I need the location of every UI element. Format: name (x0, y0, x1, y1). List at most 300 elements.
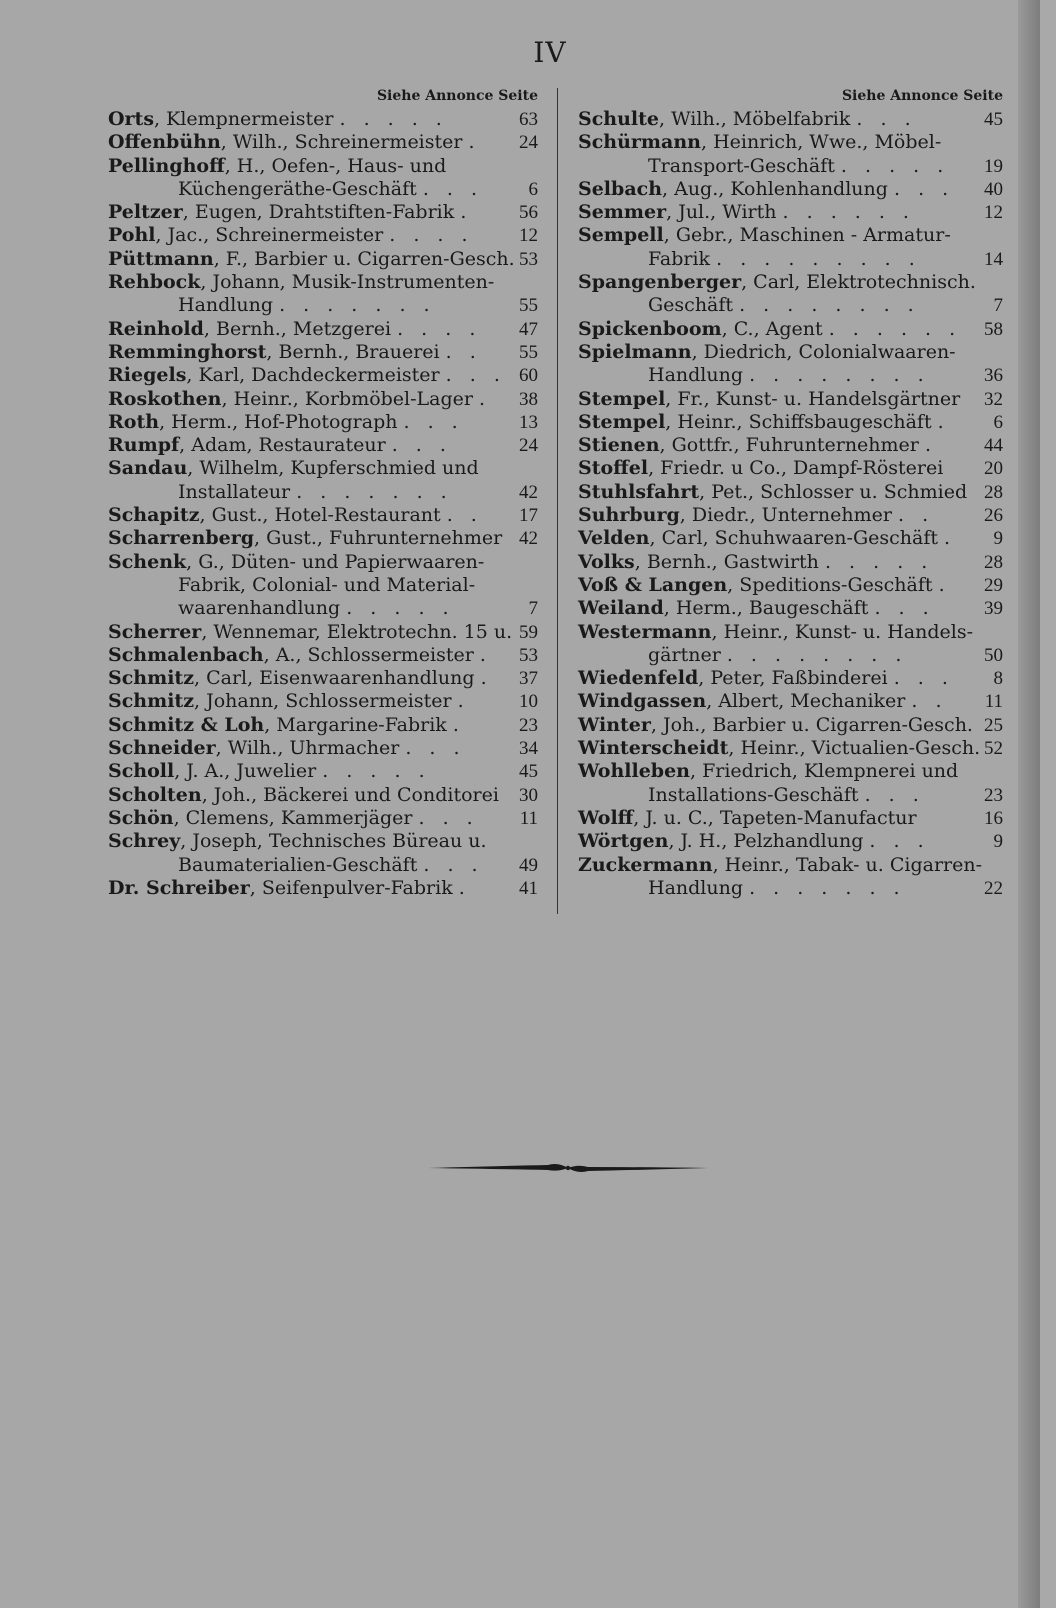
entry-name: Sempell (578, 224, 664, 247)
entry-leader-dots: . . . (869, 830, 930, 853)
entry-text (578, 411, 950, 434)
list-item (578, 481, 1003, 504)
entry-description: , H., Oefen-, Haus- und (224, 154, 447, 177)
entry-name: Schürmann (578, 131, 701, 154)
entry-name: Schneider (108, 737, 216, 760)
entry-leader-dots: . . . (423, 853, 484, 876)
entry-page-number: 32 (984, 388, 1003, 410)
entry-page-number: 45 (984, 109, 1003, 130)
entry-text (108, 807, 479, 830)
entry-description: , Heinrich, Wwe., Möbel- (700, 131, 942, 154)
entry-description: , Jul., Wirth (666, 201, 777, 224)
entry-description: , Johann, Musik-Instrumenten- (200, 271, 495, 294)
entry-description: , Herm., Hof-Photograph (159, 410, 398, 433)
entry-description: , Aug., Kohlenhandlung (662, 177, 888, 200)
list-item (578, 318, 1003, 341)
entry-description: , Wilh., Schreinermeister (220, 131, 463, 154)
list-item (578, 644, 1003, 667)
list-item (108, 597, 538, 620)
entry-leader-dots: . (452, 713, 465, 736)
entry-description: , Seifenpulver-Fabrik (249, 876, 453, 899)
entry-name: Scherrer (108, 620, 202, 643)
entry-page-number: 53 (519, 248, 538, 270)
entry-name: Velden (578, 527, 650, 550)
entry-page-number: 16 (984, 807, 1003, 829)
list-item (578, 690, 1003, 713)
list-item (578, 248, 1003, 271)
entry-name: Wohlleben (578, 760, 690, 783)
list-item (108, 621, 538, 644)
entry-name: Selbach (578, 177, 663, 200)
entry-leader-dots: . . (911, 690, 948, 713)
entry-leader-dots: . . . . . (339, 108, 448, 130)
entry-name: Schenk (108, 550, 187, 573)
entry-leader-dots: . . . . (389, 224, 474, 247)
entry-leader-dots: . (944, 527, 957, 550)
entry-text (578, 294, 920, 317)
entry-description: , Heinr., Schiffsbaugeschäft (665, 410, 932, 433)
entry-description: waarenhandlung (178, 597, 341, 620)
list-item (578, 388, 1003, 411)
entry-text (108, 644, 492, 667)
entry-text (108, 201, 472, 224)
entry-leader-dots: . . . (864, 783, 925, 806)
entry-name: Roskothen (108, 387, 222, 410)
entry-text (108, 877, 471, 900)
entry-text (578, 434, 937, 457)
entry-description: , Gebr., Maschinen - Armatur- (663, 224, 951, 247)
list-item (578, 527, 1003, 550)
list-item (578, 551, 1003, 574)
entry-leader-dots: . . . . . . . . (749, 364, 930, 387)
entry-name: Semmer (578, 201, 667, 224)
ornament-flourish-icon (428, 1158, 708, 1178)
entry-leader-dots: . . . . . . (782, 201, 915, 224)
entry-description: , Margarine-Fabrik (264, 713, 447, 736)
entry-leader-dots: . . . (403, 410, 464, 433)
entry-description: , Speditions-Geschäft (727, 573, 933, 596)
list-item (108, 131, 538, 154)
list-item (578, 504, 1003, 527)
entry-page-number: 53 (519, 644, 538, 666)
entry-description: , Albert, Mechaniker (706, 690, 906, 713)
entry-page-number: 9 (993, 831, 1003, 853)
entry-description: , Bernh., Gastwirth (634, 550, 819, 573)
entry-description: , Heinr., Korbmöbel-Lager (221, 387, 473, 410)
entry-leader-dots: . . . . . . . . . (716, 247, 921, 270)
entry-text (108, 784, 505, 807)
list-item (108, 644, 538, 667)
list-item (108, 527, 538, 550)
entry-name: Schrey (108, 830, 181, 853)
entry-description: Transport-Geschäft (648, 154, 835, 177)
entry-name: Spielmann (578, 340, 692, 363)
list-item (578, 411, 1003, 434)
entry-name: Spangenberger (578, 271, 742, 294)
entry-page-number: 7 (528, 598, 538, 620)
entry-page-number: 10 (519, 691, 538, 713)
entry-leader-dots: . . . (874, 597, 935, 620)
entry-description: , Wilh., Möbelfabrik (659, 108, 851, 130)
entry-name: Scharrenberg (108, 527, 255, 550)
list-item (108, 457, 538, 480)
entry-description: , Carl, Schuhwaaren-Geschäft (649, 527, 938, 550)
entry-text (578, 155, 949, 178)
entry-name: Weiland (578, 597, 664, 620)
entry-text (578, 551, 933, 574)
entry-page-number: 63 (519, 109, 538, 130)
entry-description: , Herm., Baugeschäft (663, 597, 869, 620)
entry-page-number: 42 (519, 528, 538, 550)
entry-name: Schmitz (108, 667, 194, 690)
entry-text (108, 714, 465, 737)
entry-name: Stienen (578, 434, 660, 457)
entry-page-number: 23 (519, 714, 538, 736)
entry-page-number: 38 (519, 388, 538, 410)
entry-description: , Wennemar, Elektrotechn. 15 u. (201, 620, 513, 643)
entry-description: , Adam, Restaurateur (179, 434, 386, 457)
entry-leader-dots: . . . . . (824, 550, 934, 573)
entry-description: , Fr., Kunst- u. Handelsgärtner (665, 387, 961, 410)
entry-page-number: 14 (984, 248, 1003, 270)
entry-description: , Diedrich, Colonialwaaren- (691, 340, 956, 363)
entry-name: Stoffel (578, 457, 649, 480)
entry-text (578, 574, 951, 597)
list-item (108, 224, 538, 247)
entry-description: , Joh., Bäckerei und Conditorei (201, 783, 499, 806)
entry-page-number: 58 (984, 318, 1003, 340)
list-item (108, 434, 538, 457)
entry-name: Windgassen (578, 690, 707, 713)
entry-leader-dots: . . . . . . . . (726, 643, 908, 666)
entry-page-number: 30 (519, 784, 538, 806)
entry-description: , Friedr. u Co., Dampf-Rösterei (648, 457, 944, 480)
entry-name: Pohl (108, 224, 156, 247)
list-item (578, 737, 1003, 760)
entry-page-number: 12 (519, 225, 538, 247)
entry-description: , Gust., Hotel-Restaurant (199, 504, 441, 527)
entry-text (108, 737, 466, 760)
entry-text (108, 108, 448, 131)
entry-leader-dots: . . . . . . (828, 317, 962, 340)
entry-name: Riegels (108, 364, 187, 387)
entry-leader-dots: . (938, 573, 951, 596)
list-item (578, 574, 1003, 597)
entry-description: , Heinr., Kunst- u. Handels- (711, 620, 974, 643)
entry-description: , Jac., Schreinermeister (155, 224, 384, 247)
list-item (108, 551, 538, 574)
entry-page-number: 23 (984, 784, 1003, 806)
entry-leader-dots: . . . . . (840, 154, 950, 177)
list-item (578, 341, 1003, 364)
entry-page-number: 56 (519, 202, 538, 224)
entry-leader-dots: . . . (422, 177, 484, 200)
entry-leader-dots: . (924, 434, 937, 457)
entry-leader-dots: . . . . . (346, 597, 455, 620)
entry-text (578, 621, 979, 644)
entry-leader-dots: . (479, 387, 492, 410)
entry-name: Winter (578, 713, 651, 736)
entry-name: Voß & Langen (578, 573, 728, 596)
entry-page-number: 25 (984, 714, 1003, 736)
list-item (578, 155, 1003, 178)
entry-description: , F., Barbier u. Cigarren-Gesch. (213, 247, 515, 270)
entry-text (108, 760, 431, 783)
entry-description: , Karl, Dachdeckermeister (186, 364, 440, 387)
list-item (108, 714, 538, 737)
left-entry-list (108, 108, 538, 900)
entry-leader-dots: . (937, 410, 950, 433)
entry-name: Reinhold (108, 317, 204, 340)
list-item (108, 341, 538, 364)
list-item (108, 854, 538, 877)
list-item (108, 201, 538, 224)
entry-text (578, 271, 982, 294)
entry-page-number: 7 (993, 295, 1003, 317)
entry-page-number: 28 (984, 481, 1003, 503)
entry-description: , Johann, Schlossermeister (194, 690, 452, 713)
entry-text (578, 131, 947, 154)
list-item (578, 131, 1003, 154)
entry-text (108, 481, 453, 504)
entry-text (108, 457, 485, 480)
list-item (578, 714, 1003, 737)
list-item (108, 271, 538, 294)
entry-name: Rehbock (108, 271, 201, 294)
entry-page-number: 44 (984, 435, 1003, 457)
entry-page-number: 20 (984, 458, 1003, 480)
entry-description: Installateur (178, 480, 291, 503)
entry-page-number: 36 (984, 365, 1003, 387)
entry-page-number: 17 (519, 505, 538, 527)
entry-leader-dots: . (479, 643, 492, 666)
entry-text (108, 341, 482, 364)
list-item (578, 807, 1003, 830)
entry-name: Stuhlsfahrt (578, 480, 700, 503)
entry-text (578, 830, 930, 853)
entry-text (578, 877, 906, 900)
entry-name: Schön (108, 806, 174, 829)
entry-name: Scholl (108, 760, 175, 783)
list-item (108, 807, 538, 830)
entry-name: Zuckermann (578, 853, 713, 876)
entry-page-number: 11 (519, 807, 538, 829)
entry-page-number: 29 (984, 574, 1003, 596)
entry-text (578, 178, 954, 201)
entry-page-number: 6 (528, 178, 538, 200)
entry-description: , Gust., Fuhrunternehmer (254, 527, 503, 550)
list-item (578, 294, 1003, 317)
entry-page-number: 55 (519, 341, 538, 363)
entry-text (108, 690, 470, 713)
entry-description: , Eugen, Drahtstiften-Fabrik (182, 201, 455, 224)
entry-name: Spickenboom (578, 317, 722, 340)
entry-name: Winterscheidt (578, 737, 729, 760)
entry-description: , Heinr., Victualien-Gesch. (728, 737, 981, 760)
entry-page-number: 8 (993, 668, 1003, 690)
entry-name: Wörtgen (578, 830, 669, 853)
entry-text (578, 667, 954, 690)
list-item (578, 271, 1003, 294)
entry-text (108, 294, 436, 317)
entry-leader-dots: . (458, 876, 471, 899)
list-item (578, 760, 1003, 783)
entry-text (108, 597, 455, 620)
entry-description: Küchengeräthe-Geschäft (178, 177, 417, 200)
entry-leader-dots: . . . . . . . (296, 480, 453, 503)
entry-text (108, 854, 484, 877)
list-item (108, 108, 538, 131)
entry-name: Schulte (578, 108, 660, 130)
list-item (108, 248, 538, 271)
entry-page-number: 13 (519, 411, 538, 433)
list-item (578, 364, 1003, 387)
entry-description: Installations-Geschäft (648, 783, 859, 806)
entry-leader-dots: . . (898, 504, 935, 527)
entry-description: Handlung (178, 294, 274, 317)
entry-leader-dots: . . . . (397, 317, 482, 340)
entry-text (108, 830, 493, 853)
entry-description: gärtner (648, 643, 721, 666)
entry-page-number: 49 (519, 854, 538, 876)
entry-text (578, 714, 979, 737)
entry-name: Pellinghoff (108, 154, 225, 177)
entry-text (578, 644, 907, 667)
entry-description: , Friedrich, Klempnerei und (690, 760, 959, 783)
entry-name: Schapitz (108, 504, 200, 527)
entry-description: , Bernh., Brauerei (266, 340, 440, 363)
entry-description: Handlung (648, 876, 744, 899)
list-item (108, 388, 538, 411)
entry-description: , A., Schlossermeister (263, 643, 474, 666)
list-item (108, 667, 538, 690)
list-item (108, 737, 538, 760)
entry-page-number: 12 (984, 202, 1003, 224)
entry-description: , Pet., Schlosser u. Schmied (699, 480, 968, 503)
entry-text (108, 388, 491, 411)
entry-name: Stempel (578, 387, 666, 410)
entry-page-number: 6 (993, 411, 1003, 433)
entry-name: Schmitz (108, 690, 194, 713)
entry-page-number: 37 (519, 668, 538, 690)
entry-description: Baumaterialien-Geschäft (178, 853, 418, 876)
left-column-header: Siehe Annonce Seite (376, 88, 538, 104)
entry-leader-dots: . . . . . (322, 760, 431, 783)
entry-leader-dots: . . . (391, 434, 452, 457)
list-item (108, 504, 538, 527)
entry-leader-dots: . (460, 201, 473, 224)
entry-text (108, 131, 481, 154)
entry-name: Dr. Schreiber (108, 876, 250, 899)
entry-name: Wolff (578, 806, 634, 829)
entry-page-number: 47 (519, 318, 538, 340)
entry-text (108, 364, 506, 387)
entry-text (578, 388, 966, 411)
list-item (108, 294, 538, 317)
entry-text (578, 760, 964, 783)
entry-description: , J. u. C., Tapeten-Manufactur (633, 806, 917, 829)
list-item (108, 830, 538, 853)
entry-text (578, 224, 957, 247)
list-item (108, 318, 538, 341)
entry-description: , Joseph, Technisches Büreau u. (180, 830, 487, 853)
entry-description: , Clemens, Kammerjäger (173, 806, 413, 829)
entry-text (578, 364, 930, 387)
entry-description: , J. H., Pelzhandlung (668, 830, 864, 853)
entry-page-number: 34 (519, 738, 538, 760)
list-item (578, 621, 1003, 644)
entry-page-number: 22 (984, 877, 1003, 899)
entry-name: Remminghorst (108, 340, 267, 363)
entry-page-number: 41 (519, 877, 538, 899)
entry-text (578, 481, 973, 504)
entry-leader-dots: . . . . . . . (749, 876, 906, 899)
entry-description: , Carl, Elektrotechnisch. (741, 271, 976, 294)
entry-description: Handlung (648, 364, 744, 387)
entry-text (578, 597, 935, 620)
entry-leader-dots: . (468, 131, 481, 154)
entry-text (108, 155, 452, 178)
entry-text (578, 854, 988, 877)
entry-description: , Klempnermeister (154, 108, 334, 130)
entry-text (108, 574, 481, 597)
entry-text (578, 457, 949, 480)
entry-leader-dots: . . . (445, 364, 506, 387)
entry-description: , Bernh., Metzgerei (203, 317, 392, 340)
entry-text (108, 178, 483, 201)
entry-name: Schmitz & Loh (108, 713, 265, 736)
list-item (578, 784, 1003, 807)
entry-text (578, 318, 961, 341)
entry-leader-dots: . . . (893, 667, 954, 690)
entry-leader-dots: . . . (893, 177, 955, 200)
entry-name: Wiedenfeld (578, 667, 699, 690)
right-column (578, 84, 1003, 900)
entry-description: , J. A., Juwelier (174, 760, 317, 783)
entry-leader-dots: . . . (418, 806, 479, 829)
entry-description: , Peter, Faßbinderei (698, 667, 888, 690)
list-item (108, 411, 538, 434)
entry-page-number: 24 (519, 132, 538, 154)
entry-leader-dots: . . (446, 504, 483, 527)
entry-leader-dots: . . . . . . . (279, 294, 436, 317)
entry-text (108, 248, 521, 271)
entry-name: Schmalenbach (108, 643, 264, 666)
entry-text (108, 527, 508, 550)
entry-page-number: 60 (519, 365, 538, 387)
list-item (578, 108, 1003, 131)
entry-text (108, 271, 500, 294)
list-item (108, 481, 538, 504)
list-item (578, 667, 1003, 690)
list-item (578, 201, 1003, 224)
entry-description: Geschäft (648, 294, 734, 317)
entry-description: , Wilhelm, Kupferschmied und (187, 457, 479, 480)
entry-name: Scholten (108, 783, 202, 806)
entry-page-number: 59 (519, 621, 538, 643)
list-item (578, 830, 1003, 853)
entry-name: Rumpf (108, 434, 180, 457)
entry-page-number: 11 (984, 691, 1003, 713)
entry-leader-dots: . . . (856, 108, 917, 130)
list-item (578, 224, 1003, 247)
list-item (578, 457, 1003, 480)
entry-description: , Heinr., Tabak- u. Cigarren- (712, 853, 983, 876)
entry-text (108, 224, 474, 247)
entry-page-number: 52 (984, 738, 1003, 760)
entry-name: Suhrburg (578, 504, 680, 527)
entry-description: , Joh., Barbier u. Cigarren-Gesch. (650, 713, 973, 736)
